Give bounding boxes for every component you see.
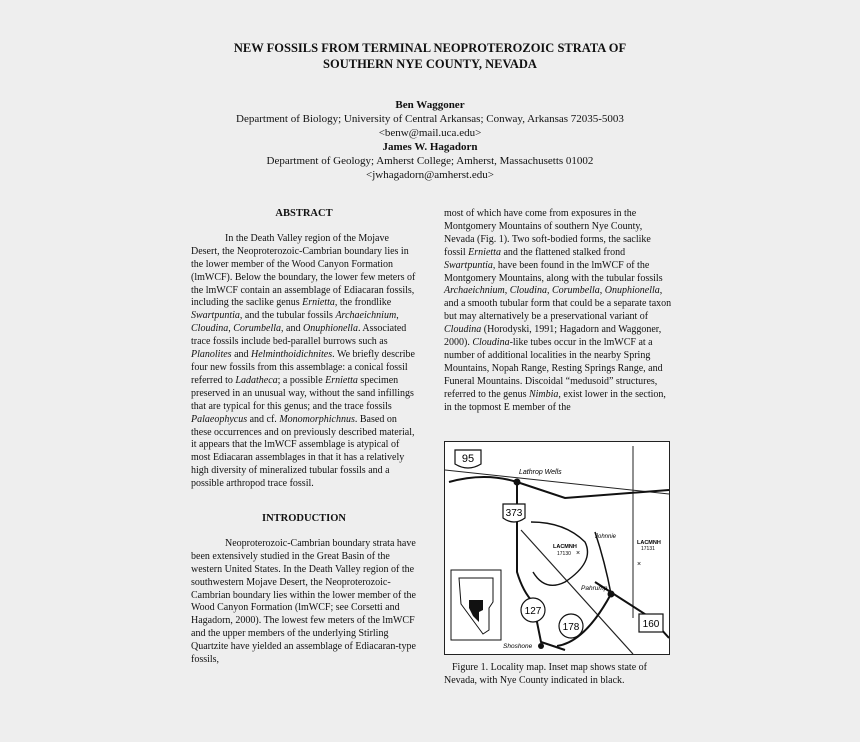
text-run: Neoproterozoic-Cambrian boundary strata have been extensively studied in the Great Basin of the western United States. In the Death Valley region of the southwestern Mojave Desert, the Neoproterozoic-Cambrian boundary lies within the lower member of the Wood Canyon Formation (lmWCF; see Corsetti and Hagadorn, 2000). The lowest few meters of the lmWCF and the upper members of the underlying Stirling Quartzite have yielded an assemblage of Ediacaran-type fossils,	[191, 537, 416, 666]
taxon-name: Onuphionella	[302, 323, 358, 335]
left-column	[191, 208, 417, 667]
text-run: . Based on these occurrences and on previously described material, it appears that the lmWCF assemblage is atypical of most Ediacaran assemblages in that it has a relatively high diversity of mineralized tubular fossils and a possible arthropod trace fossil.	[191, 413, 415, 490]
taxon-name: Ernietta	[468, 246, 501, 258]
taxon-name: Archaeichnium	[335, 310, 397, 322]
text-run: ,	[504, 285, 510, 297]
route-shield	[521, 598, 545, 622]
author-affiliation: Department of Biology; University of Central Arkansas; Conway, Arkansas 72035-5003	[236, 113, 624, 125]
place-label: Lathrop Wells	[519, 469, 562, 476]
town-marker	[538, 643, 544, 649]
svg-text:178: 178	[562, 622, 580, 633]
locality-map	[444, 441, 670, 655]
locality-number: 17130	[557, 551, 571, 557]
abstract-heading: ABSTRACT	[275, 208, 333, 219]
figure-caption: Figure 1. Locality map. Inset map shows state of Nevada, with Nye County indicated in black.	[444, 662, 647, 686]
text-run: most of which have come from exposures in the Montgomery Mountains of southern Nye County, Nevada (Fig. 1). Two soft-bodied forms, the saclike fossil	[444, 208, 651, 258]
taxon-name: Cloudina	[509, 285, 547, 297]
taxon-name: Planolites	[191, 349, 232, 361]
town-marker	[608, 591, 615, 598]
taxon-name: Corumbella	[233, 323, 282, 335]
abstract-text	[191, 233, 417, 491]
locality-label: LACMNH	[637, 540, 661, 546]
author-affiliation: Department of Geology; Amherst College; Amherst, Massachusetts 01002	[266, 155, 594, 167]
text-run: ; a possible	[277, 374, 326, 386]
right-column	[444, 208, 672, 415]
taxon-name: Cloudina	[472, 337, 510, 349]
taxon-name: Palaeophycus	[191, 413, 248, 425]
place-label: Shoshone	[503, 643, 533, 650]
taxon-name: Ernietta	[325, 374, 358, 386]
taxon-name: Corumbella	[551, 285, 600, 297]
route-shield	[503, 504, 525, 522]
locality-number: 17131	[641, 546, 655, 552]
text-run: ,	[599, 285, 605, 297]
locality-map-svg	[445, 442, 669, 654]
text-run: -like tubes occur in the lmWCF at a number of additional localities in the nearby Spring Mountains, Nopah Range, Resting Springs Range, and Funeral Mountains. Discoidal “medusoid” structures, referred to the genus	[444, 337, 663, 400]
text-run: and cf.	[247, 413, 280, 425]
locality-label: LACMNH	[553, 544, 577, 550]
place-label: Johnnie	[595, 534, 617, 540]
locality-marker: ×	[637, 561, 642, 568]
text-run: (Horodyski, 1991; Hagadorn and Waggoner, 2000).	[444, 324, 662, 349]
locality-marker: ×	[576, 550, 581, 557]
svg-text:160: 160	[642, 619, 660, 630]
text-run: ,	[546, 285, 552, 297]
text-run: and the flattened stalked frond	[500, 246, 626, 258]
text-run: . We briefly describe four new fossils from this assemblage: a conical fossil referred to	[191, 349, 415, 386]
place-label: Pahrump	[581, 585, 608, 592]
author-email: <jwhagadorn@amherst.edu>	[366, 169, 494, 181]
author-name: Ben Waggoner	[395, 99, 465, 111]
text-run: ,	[228, 323, 234, 335]
route-shield	[559, 614, 583, 638]
right-column-text	[444, 208, 672, 415]
text-run: ,	[396, 310, 399, 322]
text-run: , and	[281, 323, 303, 335]
text-run: . Associated trace fossils include bed-parallel burrows such as	[191, 323, 407, 348]
taxon-name: Helminthoidichnites	[251, 349, 333, 361]
route-shield	[639, 614, 663, 632]
text-run: , have been found in the lmWCF of the Montgomery Mountains, along with the tubular fossils	[444, 259, 663, 284]
route-shield	[455, 450, 481, 468]
text-run: In the Death Valley region of the Mojave Desert, the Neoproterozoic-Cambrian boundary lies in the lower member of the Wood Canyon Formation (lmWCF). Below the boundary, the lower few meters of the lmWCF contain an assemblage of Ediacaran fossils, including the saclike genus	[191, 232, 416, 309]
taxon-name: Cloudina	[191, 323, 229, 335]
author-block	[0, 98, 860, 182]
text-run: , and a smooth tubular form that could be a separate taxon but may alternatively be a preservational variant of	[444, 285, 672, 323]
taxon-name: Cloudina	[444, 324, 482, 336]
paper-title-line-2: SOUTHERN NYE COUNTY, NEVADA	[323, 57, 537, 71]
taxon-name: Ladatheca	[235, 374, 278, 386]
taxon-name: Swartpuntia	[191, 310, 240, 322]
paper-title-line-1: NEW FOSSILS FROM TERMINAL NEOPROTEROZOIC STRATA OF	[233, 41, 627, 55]
introduction-heading: INTRODUCTION	[261, 513, 346, 525]
author-email: <benw@mail.uca.edu>	[378, 127, 482, 139]
taxon-name: Ernietta	[302, 297, 335, 309]
text-run: and	[231, 349, 252, 361]
inset-map-nevada	[451, 570, 501, 640]
taxon-name: Swartpuntia	[444, 259, 493, 271]
text-run: specimen preserved in an unusual way, without the sand infillings that are typical for this genus; and the trace fossils	[191, 374, 414, 412]
svg-text:373: 373	[505, 508, 523, 519]
introduction-text	[191, 538, 417, 667]
svg-text:127: 127	[524, 606, 542, 617]
taxon-name: Onuphionella	[604, 285, 660, 297]
text-run: , the frondlike	[334, 297, 392, 309]
text-run: , exist lower in the section, in the topmost E member of the	[444, 388, 666, 413]
taxon-name: Nimbia	[528, 388, 559, 400]
town-marker	[514, 479, 521, 486]
author-name: James W. Hagadorn	[382, 141, 478, 153]
text-run: , and the tubular fossils	[239, 310, 336, 322]
highway-95	[449, 477, 669, 498]
taxon-name: Monomorphichnus	[279, 413, 355, 425]
svg-text:95: 95	[461, 453, 475, 465]
taxon-name: Archaeichnium	[444, 285, 505, 297]
